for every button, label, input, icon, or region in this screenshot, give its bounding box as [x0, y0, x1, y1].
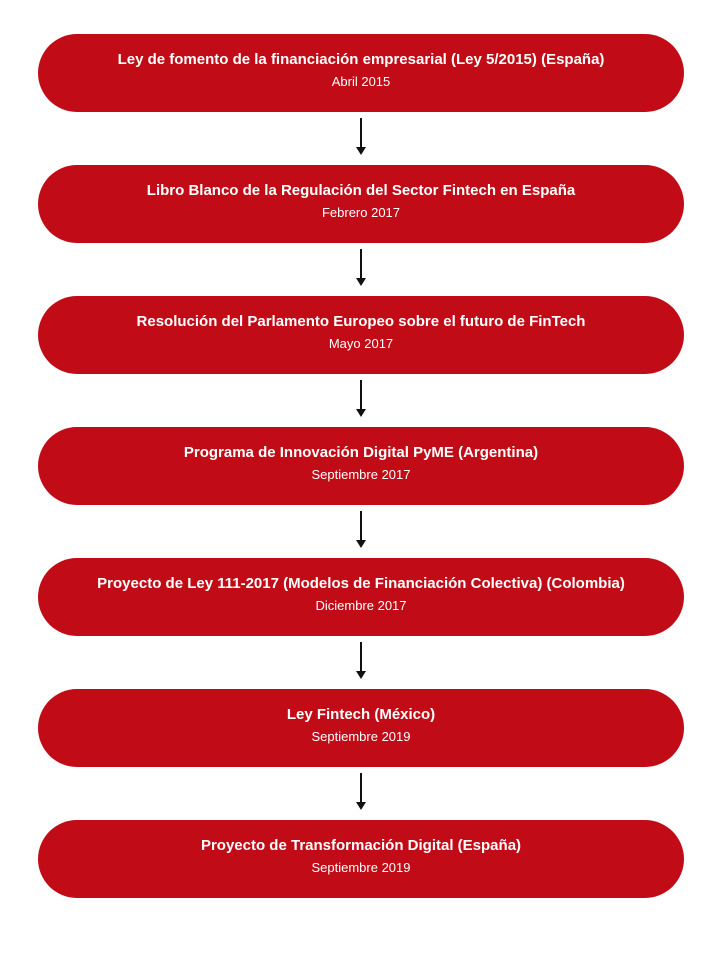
step-title: Proyecto de Transformación Digital (España) [200, 837, 522, 854]
step-title: Programa de Innovación Digital PyME (Argentina) [183, 444, 539, 461]
arrow-down-icon [355, 773, 367, 811]
arrow-down-icon [355, 249, 367, 287]
timeline-step-3 [38, 296, 684, 374]
timeline-step-5 [38, 558, 684, 636]
step-date: Septiembre 2017 [311, 467, 411, 482]
timeline-step-2 [38, 165, 684, 243]
step-date: Abril 2015 [331, 74, 391, 89]
arrow-down-icon [355, 118, 367, 156]
arrow-down-icon [355, 380, 367, 418]
timeline-step-1 [38, 34, 684, 112]
step-title: Libro Blanco de la Regulación del Sector Fintech en España [146, 182, 576, 199]
step-date: Diciembre 2017 [315, 598, 407, 613]
step-title: Ley de fomento de la financiación empresarial (Ley 5/2015) (España) [117, 51, 605, 68]
step-date: Septiembre 2019 [311, 860, 411, 875]
timeline-step-6 [38, 689, 684, 767]
arrow-down-icon [355, 511, 367, 549]
timeline-step-7 [38, 820, 684, 898]
step-date: Mayo 2017 [328, 336, 394, 351]
step-title: Proyecto de Ley 111-2017 (Modelos de Financiación Colectiva) (Colombia) [97, 575, 625, 592]
step-title: Ley Fintech (México) [286, 706, 436, 723]
step-title: Resolución del Parlamento Europeo sobre el futuro de FinTech [136, 313, 586, 330]
arrow-down-icon [355, 642, 367, 680]
step-date: Febrero 2017 [321, 205, 401, 220]
timeline-step-4 [38, 427, 684, 505]
step-date: Septiembre 2019 [311, 729, 411, 744]
